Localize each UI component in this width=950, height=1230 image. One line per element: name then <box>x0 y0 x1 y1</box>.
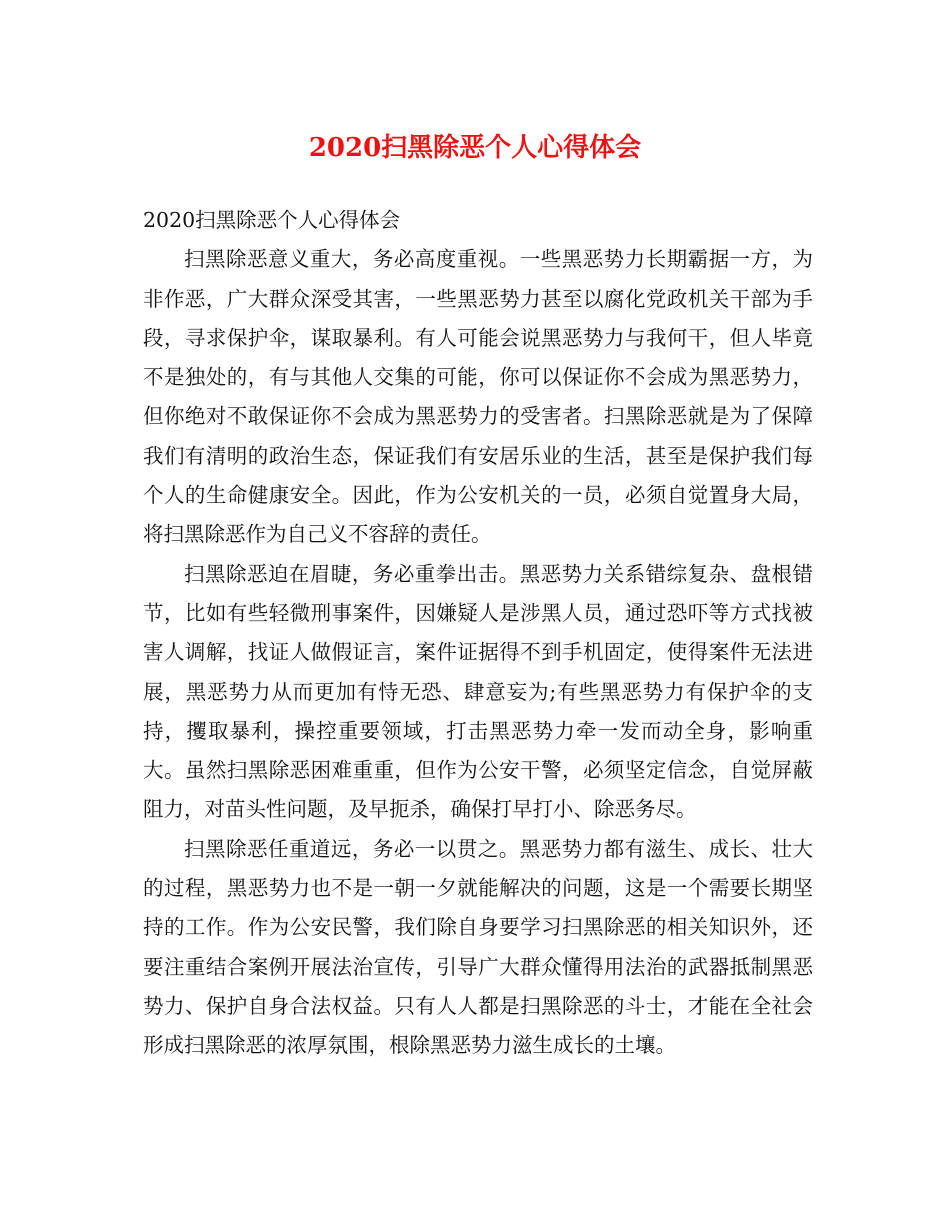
document-body <box>143 201 813 1066</box>
paragraph-3: 扫黑除恶任重道远，务必一以贯之。黑恶势力都有滋生、成长、壮大的过程，黑恶势力也不是一朝一夕就能解决的问题，这是一个需要长期坚持的工作。作为公安民警，我们除自身要学习扫黑除恶的相关知识外，还要注重结合案例开展法治宣传，引导广大群众懂得用法治的武器抵制黑恶势力、保护自身合法权益。只有人人都是扫黑除恶的斗士，才能在全社会形成扫黑除恶的浓厚氛围，根除黑恶势力滋生成长的土壤。 <box>143 836 813 1058</box>
paragraph-2: 扫黑除恶迫在眉睫，务必重拳出击。黑恶势力关系错综复杂、盘根错节，比如有些轻微刑事案件，因嫌疑人是涉黑人员，通过恐吓等方式找被害人调解，找证人做假证言，案件证据得不到手机固定，使得案件无法进展，黑恶势力从而更加有恃无恐、肆意妄为;有些黑恶势力有保护伞的支持，攫取暴利，操控重要领域，打击黑恶势力牵一发而动全身，影响重大。虽然扫黑除恶困难重重，但作为公安干警，必须坚定信念，自觉屏蔽阻力，对苗头性问题，及早扼杀，确保打早打小、除恶务尽。 <box>143 561 813 822</box>
document-subtitle: 2020扫黑除恶个人心得体会 <box>143 208 401 232</box>
document-title: 2020扫黑除恶个人心得体会 <box>308 133 642 163</box>
paragraph-1: 扫黑除恶意义重大，务必高度重视。一些黑恶势力长期霸据一方，为非作恶，广大群众深受其害，一些黑恶势力甚至以腐化党政机关干部为手段，寻求保护伞，谋取暴利。有人可能会说黑恶势力与我何干，但人毕竟不是独处的，有与其他人交集的可能，你可以保证你不会成为黑恶势力，但你绝对不敢保证你不会成为黑恶势力的受害者。扫黑除恶就是为了保障我们有清明的政治生态，保证我们有安居乐业的生活，甚至是保护我们每个人的生命健康安全。因此，作为公安机关的一员，必须自觉置身大局，将扫黑除恶作为自己义不容辞的责任。 <box>143 247 813 547</box>
